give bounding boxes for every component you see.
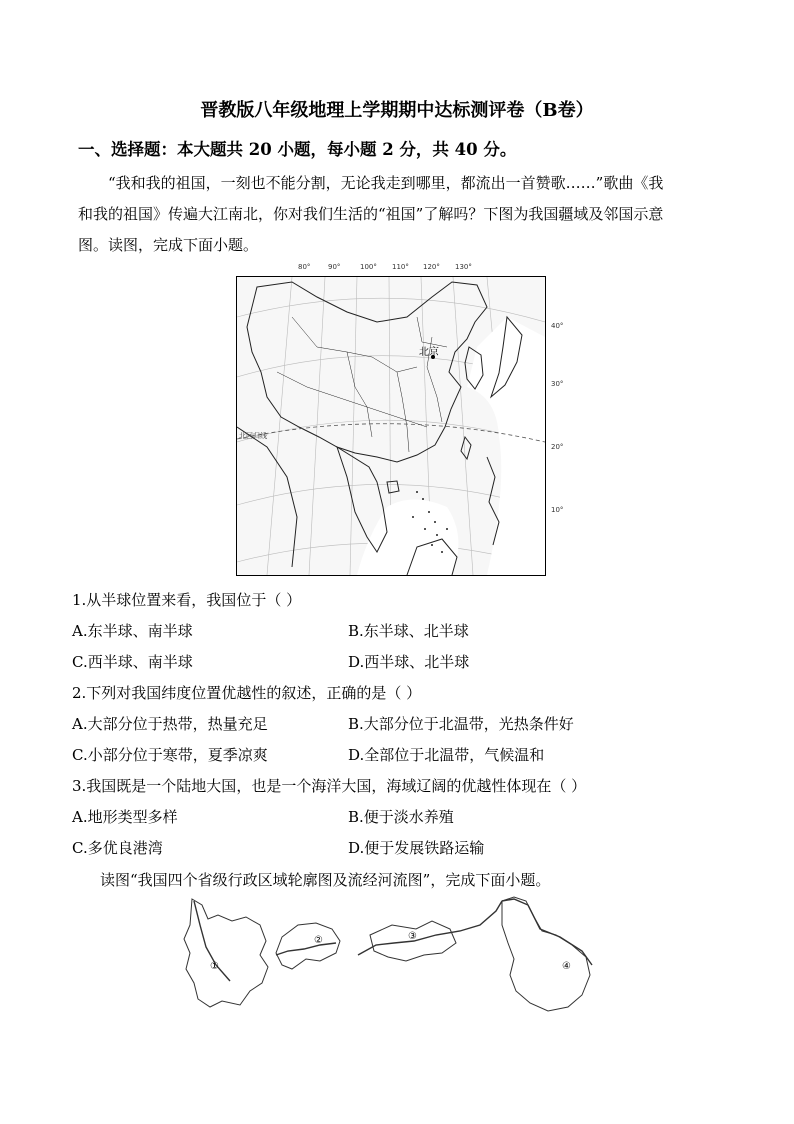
question-2: 2.下列对我国纬度位置优越性的叙述，正确的是（ ） <box>72 684 422 702</box>
q3-option-d[interactable]: D.便于发展铁路运输 <box>348 839 485 857</box>
map-drawing <box>237 277 545 575</box>
q1-option-c[interactable]: C.西半球、南半球 <box>72 653 193 671</box>
province-label-1: ① <box>210 961 219 972</box>
province-label-4: ④ <box>562 961 571 972</box>
q1-option-b[interactable]: B.东半球、北半球 <box>348 622 469 640</box>
lat-label: 10° <box>551 506 564 514</box>
china-territory-map <box>236 276 546 576</box>
intro-line-3: 图。读图，完成下面小题。 <box>78 236 259 254</box>
q2-option-a[interactable]: A.大部分位于热带，热量充足 <box>72 715 268 733</box>
lon-label: 130° <box>455 263 472 271</box>
province-label-2: ② <box>314 935 323 946</box>
q2-option-d[interactable]: D.全部位于北温带，气候温和 <box>348 746 545 764</box>
lat-label: 20° <box>551 443 564 451</box>
q3-option-b[interactable]: B.便于淡水养殖 <box>348 808 454 826</box>
question-1: 1.从半球位置来看，我国位于（ ） <box>72 591 302 609</box>
beijing-label: 北京 <box>419 347 439 358</box>
lat-label: 30° <box>551 380 564 388</box>
q3-option-a[interactable]: A.地形类型多样 <box>72 808 178 826</box>
lon-label: 100° <box>360 263 377 271</box>
section-heading: 一、选择题：本大题共 20 小题，每小题 2 分，共 40 分。 <box>78 140 517 159</box>
intro-line-1: “我和我的祖国，一刻也不能分割，无论我走到哪里，都流出一首赞歌……”歌曲《我 <box>108 174 664 192</box>
q1-option-a[interactable]: A.东半球、南半球 <box>72 622 193 640</box>
lon-label: 90° <box>328 263 341 271</box>
intro-2: 读图“我国四个省级行政区域轮廓图及流经河流图”，完成下面小题。 <box>100 871 551 889</box>
q2-option-b[interactable]: B.大部分位于北温带，光热条件好 <box>348 715 574 733</box>
q2-option-c[interactable]: C.小部分位于寒带，夏季凉爽 <box>72 746 268 764</box>
question-3: 3.我国既是一个陆地大国，也是一个海洋大国，海域辽阔的优越性体现在（ ） <box>72 777 587 795</box>
lat-label: 40° <box>551 322 564 330</box>
tropic-of-cancer-label: 北回归线 <box>239 432 267 440</box>
intro-paragraph <box>78 168 723 261</box>
page-title: 晋教版八年级地理上学期期中达标测评卷（B卷） <box>200 100 594 121</box>
q3-option-c[interactable]: C.多优良港湾 <box>72 839 163 857</box>
q1-option-d[interactable]: D.西半球、北半球 <box>348 653 470 671</box>
lon-label: 120° <box>423 263 440 271</box>
lon-label: 80° <box>298 263 311 271</box>
lon-label: 110° <box>392 263 409 271</box>
intro-line-2: 和我的祖国》传遍大江南北，你对我们生活的“祖国”了解吗？下图为我国疆域及邻国示意 <box>78 205 664 223</box>
province-label-3: ③ <box>408 931 417 942</box>
province-outlines-drawing <box>180 895 620 1020</box>
province-outlines-figure <box>180 895 620 1020</box>
map-longitude-labels <box>236 263 546 275</box>
